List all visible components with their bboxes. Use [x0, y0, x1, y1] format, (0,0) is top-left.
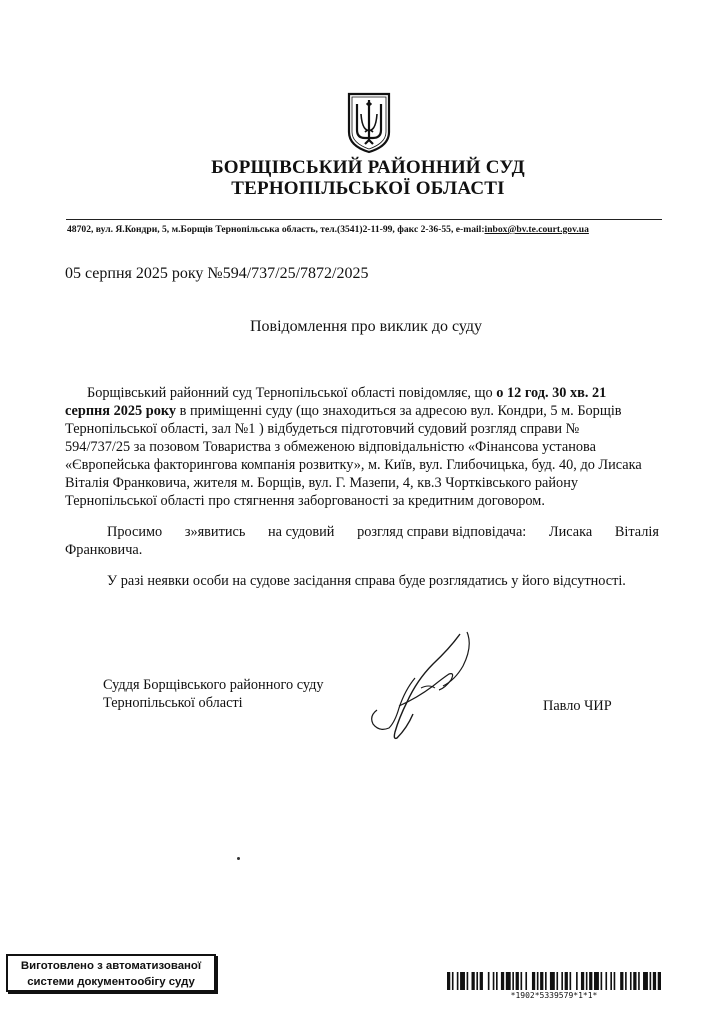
paragraph-line: серпня 2025 року в приміщенні суду (що знаходиться за адресою вул. Кондри, 5 м. Борщів: [65, 403, 622, 419]
barcode-bar: [625, 972, 627, 990]
barcode-bar: [556, 972, 558, 990]
barcode-bar: [570, 972, 572, 990]
barcode-bar: [658, 972, 661, 990]
paragraph-line: Франковича.: [65, 542, 143, 558]
summons-paragraph: [65, 523, 659, 559]
hearing-time: о 12 год. 30 хв. 21: [496, 385, 607, 401]
paragraph-line: Тернопільської області, зал №1 ) відбудеться підготовчий судовий розгляд справи №: [65, 421, 580, 437]
absence-warning: У разі неявки особи на судове засідання справа буде розглядатись у його відсутності.: [107, 573, 626, 589]
barcode-bar: [460, 972, 465, 990]
barcode-bar: [493, 972, 495, 990]
automated-system-stamp: Виготовлено з автоматизованої системи документообігу суду: [6, 954, 216, 992]
trident-coat-of-arms-icon: [346, 92, 392, 154]
scan-speck: [237, 857, 240, 860]
barcode-bar: [506, 972, 511, 990]
email-link[interactable]: inbox@bv.te.court.gov.ua: [484, 224, 589, 235]
barcode-bar: [525, 972, 527, 990]
barcode-bar: [452, 972, 454, 990]
barcode-bar: [653, 972, 656, 990]
paragraph-line: Борщівський районний суд Тернопільської області повідомляє, що о 12 год. 30 хв. 21: [87, 385, 607, 401]
court-address: [67, 224, 589, 235]
barcode-bar: [643, 972, 648, 990]
barcode-bar: [601, 972, 603, 990]
barcode-bar: [620, 972, 623, 990]
barcode-bar: [540, 972, 543, 990]
barcode-bar: [457, 972, 459, 990]
handwritten-signature: [355, 628, 485, 748]
barcode-bar: [610, 972, 612, 990]
document-title: Повідомлення про виклик до суду: [249, 318, 483, 335]
barcode-bar: [537, 972, 539, 990]
barcode-bar: [467, 972, 469, 990]
judge-name: Павло ЧИР: [543, 698, 612, 714]
barcode-number: *1902*5339579*1*1*: [510, 991, 598, 1000]
barcode-bar: [630, 972, 632, 990]
document-date-number: 05 серпня 2025 року №594/737/25/7872/2025: [65, 265, 369, 282]
barcode-bar: [521, 972, 523, 990]
barcode-bar: [586, 972, 588, 990]
barcode-bar: [512, 972, 514, 990]
barcode-bar: [605, 972, 607, 990]
barcode-bar: [545, 972, 547, 990]
barcode-bar: [581, 972, 584, 990]
barcode-bar: [594, 972, 599, 990]
barcode-bar: [576, 972, 578, 990]
barcode-bar: [614, 972, 616, 990]
barcode-bar: [532, 972, 535, 990]
address-text: 48702, вул. Я.Кондри, 5, м.Борщів Тернопільська область, тел.(3541)2-11-99, факс 2-36-55, e-mail:: [67, 224, 485, 235]
barcode-bar: [501, 972, 504, 990]
barcode-bar: [650, 972, 652, 990]
barcode-bar: [638, 972, 640, 990]
barcode-bar: [565, 972, 568, 990]
barcode-bar: [476, 972, 478, 990]
barcode-bar: [447, 972, 450, 990]
barcode-bar: [496, 972, 498, 990]
paragraph-line: 594/737/25 за позовом Товариства з обмеженою відповідальністю «Фінансова установа: [65, 439, 596, 455]
barcode-bar: [561, 972, 563, 990]
letterhead-divider: [66, 219, 662, 220]
barcode-bar: [633, 972, 636, 990]
court-name-line1: БОРЩІВСЬКИЙ РАЙОННИЙ СУД: [211, 157, 525, 178]
paragraph-line: Просимо з»явитись на судовий розгляд справи відповідача: Лисака Віталія: [107, 524, 659, 540]
judge-title: Суддя Борщівського районного суду Тернопільської області: [103, 677, 324, 711]
court-name-line2: ТЕРНОПІЛЬСЬКОЇ ОБЛАСТІ: [231, 178, 505, 199]
notice-paragraph: [65, 384, 665, 510]
document-barcode: [447, 972, 661, 990]
barcode-bar: [516, 972, 519, 990]
barcode-bar: [488, 972, 490, 990]
barcode-bar: [472, 972, 475, 990]
barcode-bar: [589, 972, 592, 990]
barcode-bar: [480, 972, 483, 990]
paragraph-line: Тернопільської області про стягнення заборгованості за кредитним договором.: [65, 493, 545, 509]
paragraph-line: «Європейська факторингова компанія розвитку», м. Київ, вул. Глибочицька, буд. 40, до Лисака: [65, 457, 642, 473]
hearing-date: серпня 2025 року: [65, 403, 177, 419]
paragraph-line: Віталія Франковича, жителя м. Борщів, вул. Г. Мазепи, 4, кв.3 Чортківського району: [65, 475, 578, 491]
barcode-bar: [550, 972, 555, 990]
